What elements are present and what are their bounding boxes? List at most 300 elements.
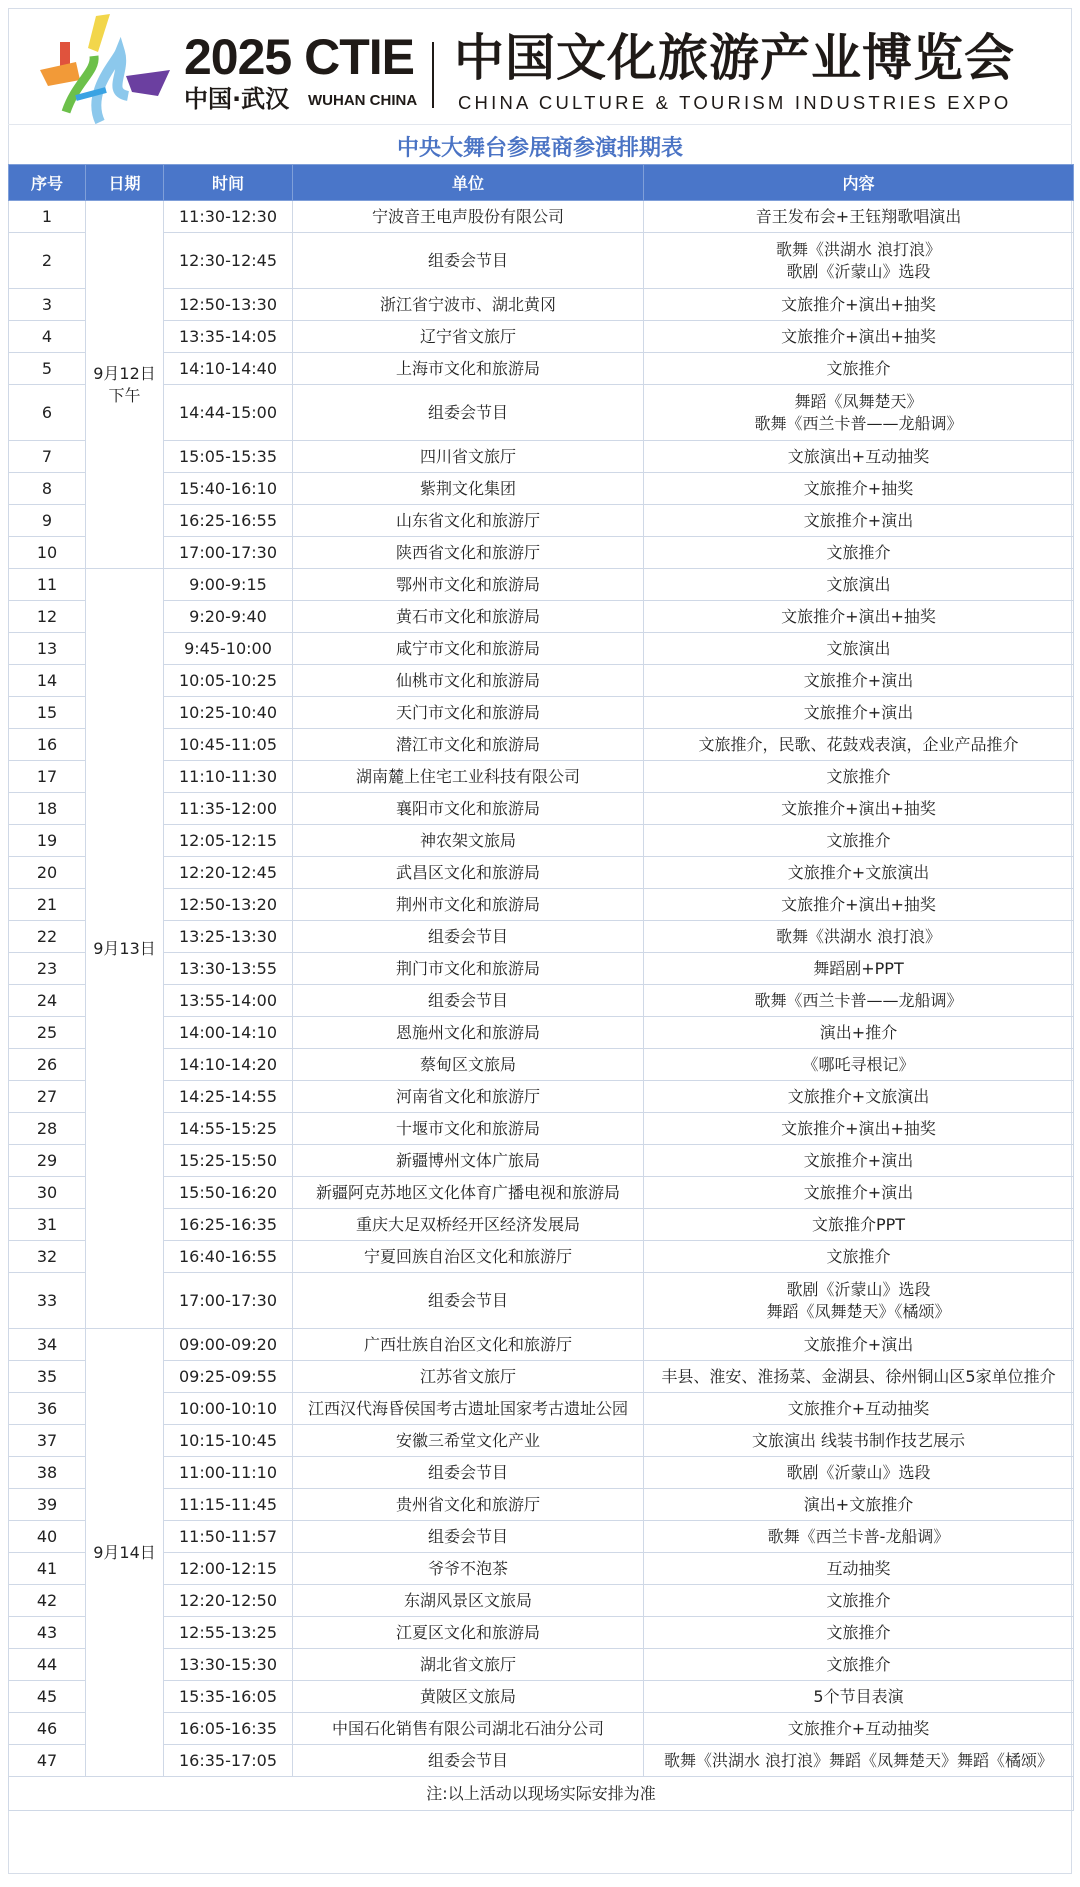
- date-label: 9月12日: [93, 363, 156, 383]
- unit-cell: 上海市文化和旅游局: [293, 353, 644, 385]
- unit-cell: 紫荆文化集团: [293, 473, 644, 505]
- content-cell: [644, 921, 1074, 953]
- content-cell: [644, 473, 1074, 505]
- content-line: 文旅推介，民歌、花鼓戏表演，企业产品推介: [698, 734, 1019, 754]
- content-line: 歌舞《洪湖水 浪打浪》: [775, 926, 942, 946]
- unit-cell: 武昌区文化和旅游局: [293, 857, 644, 889]
- unit-cell: 黄陂区文旅局: [293, 1681, 644, 1713]
- row-number: 46: [9, 1713, 86, 1745]
- content-line: 《哪吒寻根记》: [802, 1054, 915, 1074]
- content-line: 歌剧《沂蒙山》选段: [786, 261, 931, 281]
- row-number: 26: [9, 1049, 86, 1081]
- row-number: 11: [9, 569, 86, 601]
- unit-cell: 广西壮族自治区文化和旅游厅: [293, 1329, 644, 1361]
- unit-cell: 江夏区文化和旅游局: [293, 1617, 644, 1649]
- table-row: [9, 473, 1074, 505]
- row-number: 14: [9, 665, 86, 697]
- table-row: [9, 1049, 1074, 1081]
- content-line: 歌舞《洪湖水 浪打浪》舞蹈《凤舞楚天》舞蹈《橘颂》: [663, 1750, 1054, 1770]
- row-number: 42: [9, 1585, 86, 1617]
- row-number: 6: [9, 385, 86, 441]
- time-cell: 09:00-09:20: [164, 1329, 293, 1361]
- table-row: [9, 1521, 1074, 1553]
- row-number: 4: [9, 321, 86, 353]
- brand-year: 2025 CTIE: [184, 29, 415, 85]
- time-cell: 10:05-10:25: [164, 665, 293, 697]
- content-cell: [644, 1017, 1074, 1049]
- row-number: 30: [9, 1177, 86, 1209]
- unit-cell: 浙江省宁波市、湖北黄冈: [293, 289, 644, 321]
- content-line: 文旅演出: [826, 638, 891, 658]
- content-cell: [644, 1081, 1074, 1113]
- unit-cell: 山东省文化和旅游厅: [293, 505, 644, 537]
- row-number: 47: [9, 1745, 86, 1777]
- time-cell: 11:35-12:00: [164, 793, 293, 825]
- ctie-logo-icon: [36, 12, 176, 124]
- content-cell: [644, 665, 1074, 697]
- unit-cell: 四川省文旅厅: [293, 441, 644, 473]
- time-cell: 15:40-16:10: [164, 473, 293, 505]
- content-cell: [644, 505, 1074, 537]
- row-number: 22: [9, 921, 86, 953]
- unit-cell: 组委会节目: [293, 1521, 644, 1553]
- content-cell: [644, 793, 1074, 825]
- unit-cell: 湖南麓上住宅工业科技有限公司: [293, 761, 644, 793]
- time-cell: 12:20-12:50: [164, 1585, 293, 1617]
- content-cell: [644, 953, 1074, 985]
- content-cell: [644, 1553, 1074, 1585]
- content-line: 舞蹈剧+PPT: [813, 958, 904, 978]
- unit-cell: 新疆博州文体广旅局: [293, 1145, 644, 1177]
- row-number: 25: [9, 1017, 86, 1049]
- content-line: 文旅推介: [826, 358, 891, 378]
- table-row: [9, 921, 1074, 953]
- time-cell: 16:40-16:55: [164, 1241, 293, 1273]
- unit-cell: 组委会节目: [293, 1273, 644, 1329]
- brand-city-en: WUHAN CHINA: [308, 92, 418, 109]
- unit-cell: 河南省文化和旅游厅: [293, 1081, 644, 1113]
- row-number: 23: [9, 953, 86, 985]
- time-cell: 15:50-16:20: [164, 1177, 293, 1209]
- content-cell: [644, 537, 1074, 569]
- unit-cell: 组委会节目: [293, 385, 644, 441]
- note-row: [9, 1777, 1074, 1811]
- time-cell: 10:45-11:05: [164, 729, 293, 761]
- table-row: [9, 1361, 1074, 1393]
- unit-cell: 宁夏回族自治区文化和旅游厅: [293, 1241, 644, 1273]
- time-cell: 09:25-09:55: [164, 1361, 293, 1393]
- unit-cell: 神农架文旅局: [293, 825, 644, 857]
- time-cell: 10:15-10:45: [164, 1425, 293, 1457]
- time-cell: 15:05-15:35: [164, 441, 293, 473]
- col-header-no: 序号: [9, 165, 86, 201]
- table-row: [9, 889, 1074, 921]
- unit-cell: 组委会节目: [293, 1745, 644, 1777]
- table-body: [9, 201, 1074, 1777]
- table-row: [9, 233, 1074, 289]
- time-cell: 9:20-9:40: [164, 601, 293, 633]
- time-cell: 14:00-14:10: [164, 1017, 293, 1049]
- content-cell: [644, 1329, 1074, 1361]
- row-number: 29: [9, 1145, 86, 1177]
- time-cell: 16:25-16:55: [164, 505, 293, 537]
- time-cell: 14:10-14:40: [164, 353, 293, 385]
- content-line: 演出+文旅推介: [803, 1494, 914, 1514]
- content-cell: [644, 289, 1074, 321]
- content-line: 歌剧《沂蒙山》选段: [786, 1279, 931, 1299]
- col-header-unit: 单位: [293, 165, 644, 201]
- table-row: [9, 385, 1074, 441]
- row-number: 19: [9, 825, 86, 857]
- table-row: [9, 1241, 1074, 1273]
- row-number: 5: [9, 353, 86, 385]
- table-row: [9, 1081, 1074, 1113]
- content-line: 5个节目表演: [813, 1686, 904, 1706]
- page-title: 中央大舞台参展商参演排期表: [8, 124, 1072, 162]
- content-cell: [644, 1745, 1074, 1777]
- content-line: 文旅推介+演出+抽奖: [781, 606, 936, 626]
- table-row: [9, 1393, 1074, 1425]
- content-cell: [644, 857, 1074, 889]
- content-cell: [644, 1617, 1074, 1649]
- table-row: [9, 321, 1074, 353]
- content-line: 文旅推介+演出: [803, 510, 914, 530]
- content-line: 音王发布会+王钰翔歌唱演出: [755, 206, 962, 226]
- table-row: [9, 793, 1074, 825]
- content-cell: [644, 1361, 1074, 1393]
- row-number: 32: [9, 1241, 86, 1273]
- table-row: [9, 761, 1074, 793]
- table-row: [9, 289, 1074, 321]
- unit-cell: 咸宁市文化和旅游局: [293, 633, 644, 665]
- row-number: 3: [9, 289, 86, 321]
- time-cell: 12:00-12:15: [164, 1553, 293, 1585]
- unit-cell: 重庆大足双桥经开区经济发展局: [293, 1209, 644, 1241]
- row-number: 34: [9, 1329, 86, 1361]
- content-cell: [644, 1145, 1074, 1177]
- table-row: [9, 1273, 1074, 1329]
- content-cell: [644, 441, 1074, 473]
- content-cell: [644, 1113, 1074, 1145]
- row-number: 17: [9, 761, 86, 793]
- content-cell: [644, 1713, 1074, 1745]
- unit-cell: 恩施州文化和旅游局: [293, 1017, 644, 1049]
- content-cell: [644, 1681, 1074, 1713]
- table-row: [9, 569, 1074, 601]
- content-line: 文旅推介+演出+抽奖: [781, 798, 936, 818]
- row-number: 1: [9, 201, 86, 233]
- time-cell: 14:55-15:25: [164, 1113, 293, 1145]
- time-cell: 14:10-14:20: [164, 1049, 293, 1081]
- content-line: 舞蹈《凤舞楚天》《橘颂》: [766, 1301, 951, 1321]
- table-row: [9, 1489, 1074, 1521]
- content-line: 演出+推介: [819, 1022, 898, 1042]
- content-cell: [644, 1393, 1074, 1425]
- row-number: 8: [9, 473, 86, 505]
- time-cell: 10:25-10:40: [164, 697, 293, 729]
- table-row: [9, 1425, 1074, 1457]
- content-line: 文旅推介+演出+抽奖: [781, 294, 936, 314]
- row-number: 39: [9, 1489, 86, 1521]
- unit-cell: 鄂州市文化和旅游局: [293, 569, 644, 601]
- unit-cell: 荆州市文化和旅游局: [293, 889, 644, 921]
- col-header-content: 内容: [644, 165, 1074, 201]
- unit-cell: 襄阳市文化和旅游局: [293, 793, 644, 825]
- time-cell: 12:50-13:30: [164, 289, 293, 321]
- row-number: 40: [9, 1521, 86, 1553]
- table-row: [9, 1553, 1074, 1585]
- unit-cell: 十堰市文化和旅游局: [293, 1113, 644, 1145]
- table-row: [9, 1745, 1074, 1777]
- unit-cell: 中国石化销售有限公司湖北石油分公司: [293, 1713, 644, 1745]
- table-row: [9, 953, 1074, 985]
- unit-cell: 陕西省文化和旅游厅: [293, 537, 644, 569]
- content-line: 歌舞《西兰卡普-龙船调》: [767, 1526, 950, 1546]
- unit-cell: 江西汉代海昏侯国考古遗址国家考古遗址公园: [293, 1393, 644, 1425]
- time-cell: 12:20-12:45: [164, 857, 293, 889]
- schedule-table: [8, 164, 1074, 1811]
- content-cell: [644, 569, 1074, 601]
- unit-cell: 东湖风景区文旅局: [293, 1585, 644, 1617]
- unit-cell: 黄石市文化和旅游局: [293, 601, 644, 633]
- content-cell: [644, 1049, 1074, 1081]
- content-cell: [644, 1585, 1074, 1617]
- note-text: 注:以上活动以现场实际安排为准: [9, 1777, 1074, 1811]
- content-cell: [644, 1273, 1074, 1329]
- time-cell: 11:00-11:10: [164, 1457, 293, 1489]
- content-line: 文旅推介+文旅演出: [787, 862, 930, 882]
- date-cell: [86, 201, 164, 569]
- content-line: 文旅推介: [826, 766, 891, 786]
- unit-cell: 江苏省文旅厅: [293, 1361, 644, 1393]
- table-row: [9, 1017, 1074, 1049]
- content-line: 文旅推介+演出: [803, 1334, 914, 1354]
- table-row: [9, 1681, 1074, 1713]
- unit-cell: 组委会节目: [293, 233, 644, 289]
- time-cell: 13:30-13:55: [164, 953, 293, 985]
- time-cell: 14:44-15:00: [164, 385, 293, 441]
- content-cell: [644, 1209, 1074, 1241]
- content-cell: [644, 201, 1074, 233]
- brand-city-cn: 中国·武汉: [184, 85, 290, 113]
- row-number: 45: [9, 1681, 86, 1713]
- table-row: [9, 201, 1074, 233]
- content-cell: [644, 1177, 1074, 1209]
- row-number: 36: [9, 1393, 86, 1425]
- row-number: 13: [9, 633, 86, 665]
- row-number: 37: [9, 1425, 86, 1457]
- date-cell: [86, 1329, 164, 1777]
- time-cell: 16:35-17:05: [164, 1745, 293, 1777]
- table-row: [9, 633, 1074, 665]
- content-cell: [644, 353, 1074, 385]
- table-row: [9, 1329, 1074, 1361]
- content-cell: [644, 1649, 1074, 1681]
- table-row: [9, 505, 1074, 537]
- content-cell: [644, 697, 1074, 729]
- time-cell: 9:45-10:00: [164, 633, 293, 665]
- unit-cell: 安徽三希堂文化产业: [293, 1425, 644, 1457]
- row-number: 38: [9, 1457, 86, 1489]
- unit-cell: 湖北省文旅厅: [293, 1649, 644, 1681]
- row-number: 20: [9, 857, 86, 889]
- time-cell: 15:25-15:50: [164, 1145, 293, 1177]
- date-label: 下午: [108, 385, 141, 405]
- row-number: 7: [9, 441, 86, 473]
- content-line: 文旅推介PPT: [811, 1214, 906, 1234]
- row-number: 12: [9, 601, 86, 633]
- unit-cell: 爷爷不泡茶: [293, 1553, 644, 1585]
- content-line: 文旅演出 线装书制作技艺展示: [751, 1430, 966, 1450]
- content-line: 文旅推介+抽奖: [803, 478, 914, 498]
- time-cell: 9:00-9:15: [164, 569, 293, 601]
- time-cell: 11:10-11:30: [164, 761, 293, 793]
- content-cell: [644, 825, 1074, 857]
- table-row: [9, 1177, 1074, 1209]
- date-label: 9月13日: [93, 938, 156, 958]
- table-row: [9, 857, 1074, 889]
- content-line: 文旅推介: [826, 1246, 891, 1266]
- table-header-row: [9, 165, 1074, 201]
- time-cell: 17:00-17:30: [164, 537, 293, 569]
- row-number: 43: [9, 1617, 86, 1649]
- unit-cell: 贵州省文化和旅游厅: [293, 1489, 644, 1521]
- date-label: 9月14日: [93, 1542, 156, 1562]
- time-cell: 17:00-17:30: [164, 1273, 293, 1329]
- table-row: [9, 1713, 1074, 1745]
- unit-cell: 荆门市文化和旅游局: [293, 953, 644, 985]
- content-line: 歌舞《西兰卡普——龙船调》: [754, 990, 963, 1010]
- time-cell: 14:25-14:55: [164, 1081, 293, 1113]
- unit-cell: 组委会节目: [293, 921, 644, 953]
- time-cell: 10:00-10:10: [164, 1393, 293, 1425]
- row-number: 2: [9, 233, 86, 289]
- content-cell: [644, 633, 1074, 665]
- table-row: [9, 601, 1074, 633]
- expo-name-cn: 中国文化旅游产业博览会: [454, 29, 1015, 87]
- table-row: [9, 729, 1074, 761]
- content-line: 文旅推介+演出+抽奖: [781, 894, 936, 914]
- unit-cell: 宁波音王电声股份有限公司: [293, 201, 644, 233]
- table-row: [9, 697, 1074, 729]
- date-cell: [86, 569, 164, 1329]
- unit-cell: 天门市文化和旅游局: [293, 697, 644, 729]
- time-cell: 16:25-16:35: [164, 1209, 293, 1241]
- content-line: 文旅演出+互动抽奖: [787, 446, 930, 466]
- unit-cell: 仙桃市文化和旅游局: [293, 665, 644, 697]
- col-header-date: 日期: [86, 165, 164, 201]
- row-number: 33: [9, 1273, 86, 1329]
- row-number: 24: [9, 985, 86, 1017]
- table-row: [9, 441, 1074, 473]
- row-number: 41: [9, 1553, 86, 1585]
- content-cell: [644, 1241, 1074, 1273]
- content-line: 歌剧《沂蒙山》选段: [786, 1462, 931, 1482]
- content-line: 文旅推介+演出+抽奖: [781, 326, 936, 346]
- table-row: [9, 1113, 1074, 1145]
- content-line: 文旅推介+演出: [803, 1150, 914, 1170]
- row-number: 9: [9, 505, 86, 537]
- content-line: 文旅推介: [826, 1622, 891, 1642]
- row-number: 44: [9, 1649, 86, 1681]
- content-cell: [644, 761, 1074, 793]
- unit-cell: 组委会节目: [293, 985, 644, 1017]
- time-cell: 13:35-14:05: [164, 321, 293, 353]
- content-line: 文旅演出: [826, 574, 891, 594]
- content-line: 互动抽奖: [826, 1558, 891, 1578]
- content-cell: [644, 985, 1074, 1017]
- time-cell: 11:15-11:45: [164, 1489, 293, 1521]
- content-cell: [644, 321, 1074, 353]
- content-cell: [644, 233, 1074, 289]
- table-row: [9, 985, 1074, 1017]
- table-row: [9, 1585, 1074, 1617]
- time-cell: 12:05-12:15: [164, 825, 293, 857]
- time-cell: 16:05-16:35: [164, 1713, 293, 1745]
- content-line: 文旅推介+演出+抽奖: [781, 1118, 936, 1138]
- content-cell: [644, 1457, 1074, 1489]
- unit-cell: 组委会节目: [293, 1457, 644, 1489]
- time-cell: 12:50-13:20: [164, 889, 293, 921]
- time-cell: 13:25-13:30: [164, 921, 293, 953]
- content-cell: [644, 1425, 1074, 1457]
- content-cell: [644, 729, 1074, 761]
- content-cell: [644, 385, 1074, 441]
- table-row: [9, 1457, 1074, 1489]
- time-cell: 12:55-13:25: [164, 1617, 293, 1649]
- unit-cell: 新疆阿克苏地区文化体育广播电视和旅游局: [293, 1177, 644, 1209]
- time-cell: 15:35-16:05: [164, 1681, 293, 1713]
- table-row: [9, 825, 1074, 857]
- unit-cell: 辽宁省文旅厅: [293, 321, 644, 353]
- table-row: [9, 353, 1074, 385]
- row-number: 15: [9, 697, 86, 729]
- content-line: 文旅推介: [826, 830, 891, 850]
- content-cell: [644, 1521, 1074, 1553]
- content-line: 文旅推介+演出: [803, 1182, 914, 1202]
- row-number: 18: [9, 793, 86, 825]
- time-cell: 11:30-12:30: [164, 201, 293, 233]
- content-cell: [644, 1489, 1074, 1521]
- content-line: 文旅推介+互动抽奖: [787, 1718, 930, 1738]
- row-number: 10: [9, 537, 86, 569]
- time-cell: 13:55-14:00: [164, 985, 293, 1017]
- content-line: 歌舞《洪湖水 浪打浪》: [775, 239, 942, 259]
- table-row: [9, 1649, 1074, 1681]
- content-cell: [644, 601, 1074, 633]
- table-row: [9, 1617, 1074, 1649]
- content-line: 文旅推介+文旅演出: [787, 1086, 930, 1106]
- row-number: 28: [9, 1113, 86, 1145]
- divider: [432, 42, 434, 108]
- content-line: 丰县、淮安、淮扬菜、金湖县、徐州铜山区5家单位推介: [661, 1366, 1056, 1386]
- content-line: 文旅推介+互动抽奖: [787, 1398, 930, 1418]
- expo-banner: [8, 8, 1072, 120]
- content-line: 歌舞《西兰卡普——龙船调》: [754, 413, 963, 433]
- col-header-time: 时间: [164, 165, 293, 201]
- unit-cell: 潜江市文化和旅游局: [293, 729, 644, 761]
- row-number: 21: [9, 889, 86, 921]
- content-line: 文旅推介+演出: [803, 702, 914, 722]
- row-number: 31: [9, 1209, 86, 1241]
- row-number: 35: [9, 1361, 86, 1393]
- time-cell: 13:30-15:30: [164, 1649, 293, 1681]
- row-number: 16: [9, 729, 86, 761]
- time-cell: 11:50-11:57: [164, 1521, 293, 1553]
- unit-cell: 蔡甸区文旅局: [293, 1049, 644, 1081]
- content-line: 文旅推介: [826, 1654, 891, 1674]
- content-cell: [644, 889, 1074, 921]
